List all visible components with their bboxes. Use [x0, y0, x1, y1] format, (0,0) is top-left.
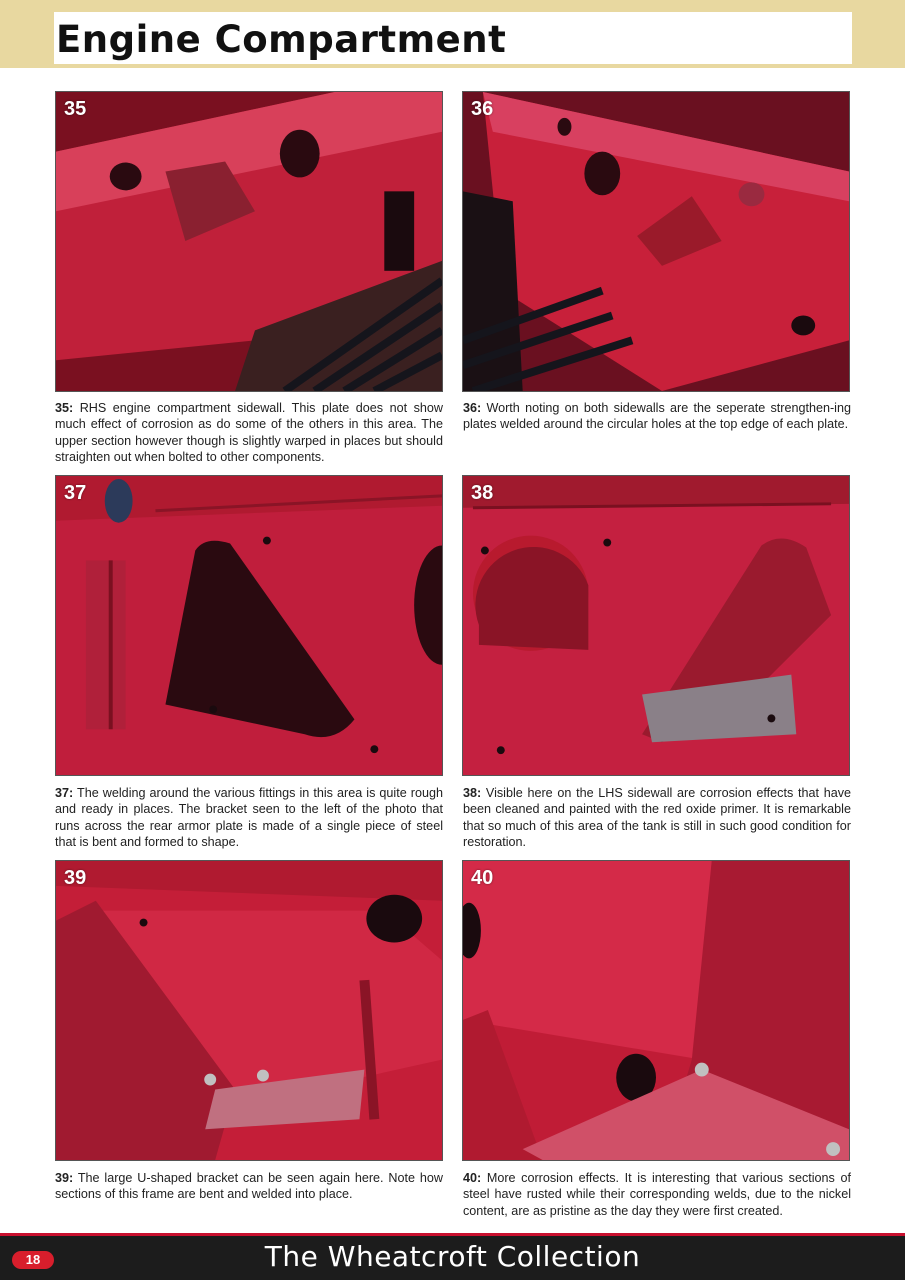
- caption-text: Visible here on the LHS sidewall are corrosion effects that have been cleaned and painted with the red oxide primer. It is remarkable that so much of this area of the tank is still in such good condition for restoration.: [463, 786, 851, 850]
- caption-38: [463, 785, 851, 851]
- photo-number: 36: [471, 98, 494, 120]
- footer-title: The Wheatcroft Collection: [264, 1240, 641, 1273]
- photo-39: [55, 860, 443, 1161]
- photo-38: [462, 475, 850, 776]
- caption-35: [55, 400, 443, 466]
- photo-number: 39: [64, 867, 87, 889]
- photo-38-image: [463, 476, 849, 775]
- photo-39-image: [56, 861, 442, 1160]
- photo-35-image: [56, 92, 442, 391]
- caption-text: The large U-shaped bracket can be seen again here. Note how sections of this frame are bent and welded into place.: [55, 1171, 443, 1202]
- photo-number: 35: [64, 98, 87, 120]
- photo-35: [55, 91, 443, 392]
- page-number-badge: 18: [12, 1251, 54, 1269]
- photo-36: [462, 91, 850, 392]
- caption-text: Worth noting on both sidewalls are the seperate strengthen-ing plates welded around the circular holes at the top edge of each plate.: [463, 401, 851, 432]
- caption-label: 37:: [55, 786, 74, 800]
- caption-40: [463, 1170, 851, 1219]
- caption-label: 36:: [463, 401, 482, 415]
- caption-36: [463, 400, 851, 433]
- title-box: [54, 12, 852, 64]
- caption-text: The welding around the various fittings in this area is quite rough and ready in places. The bracket seen to the left of the photo that runs across the rear armor plate is made of a single piece of steel that is bent and formed to shape.: [55, 786, 443, 850]
- photo-37: [55, 475, 443, 776]
- photo-number: 38: [471, 482, 494, 504]
- caption-label: 39:: [55, 1171, 74, 1185]
- caption-label: 35:: [55, 401, 74, 415]
- photo-37-image: [56, 476, 442, 775]
- photo-number: 37: [64, 482, 87, 504]
- photo-36-image: [463, 92, 849, 391]
- caption-text: More corrosion effects. It is interesting that various sections of steel have rusted while their corresponding welds, due to the nickel content, are as pristine as the day they were first created.: [463, 1171, 851, 1218]
- caption-text: RHS engine compartment sidewall. This plate does not show much effect of corrosion as do some of the others in this area. The upper section however though is slightly warped in places but should straighten out when bolted to other components.: [55, 401, 443, 465]
- photo-number: 40: [471, 867, 494, 889]
- caption-39: [55, 1170, 443, 1203]
- page-title: Engine Compartment: [56, 18, 507, 61]
- caption-label: 38:: [463, 786, 482, 800]
- caption-label: 40:: [463, 1171, 482, 1185]
- photo-40-image: [463, 861, 849, 1160]
- photo-40: [462, 860, 850, 1161]
- caption-37: [55, 785, 443, 851]
